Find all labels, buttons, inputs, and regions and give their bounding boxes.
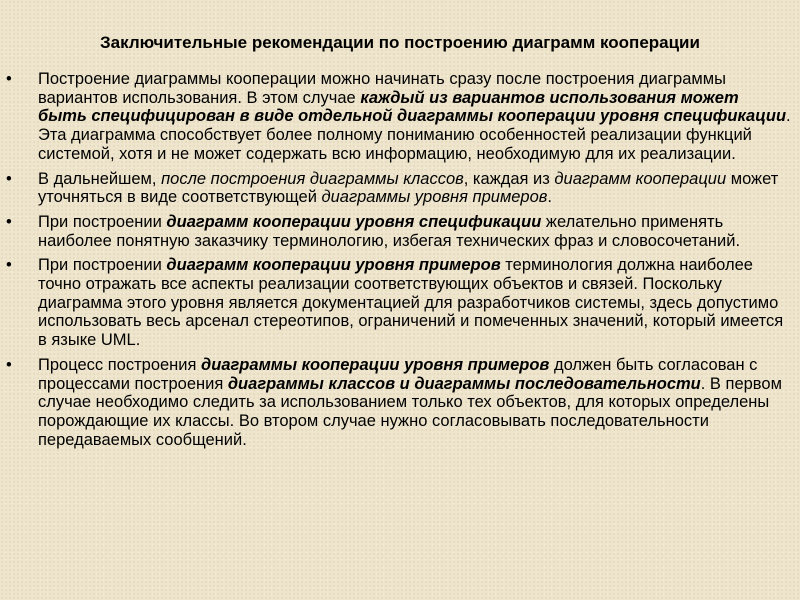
text-segment: . Эта диаграмма способствует более полному пониманию особенностей реализации функций системой, хотя и не может содержать всю информацию, необходимую для их реализации. (38, 107, 791, 163)
bullet-text (38, 356, 782, 449)
text-segment: При построении (38, 212, 167, 231)
bold-italic-segment: диаграмм кооперации уровня спецификации (166, 212, 542, 231)
bullet-marker: • (6, 70, 12, 88)
bold-italic-segment: диаграммы классов и диаграммы последовательности (227, 374, 701, 393)
bullet-item (6, 170, 791, 207)
bullet-text (38, 170, 778, 207)
text-segment: Построение диаграммы кооперации можно начинать сразу после построения диаграммы вариантов использования. В этом случае (38, 70, 726, 107)
bullet-item (6, 70, 791, 164)
bold-italic-segment: диаграмм кооперации уровня примеров (166, 256, 501, 275)
text-segment: Процесс построения (38, 355, 202, 374)
text-segment: терминология должна наиболее точно отражать все аспекты реализации соответствующих объектов и связей. Поскольку диаграмма этого уровня является документацией для разработчиков системы, здесь допустимо использовать весь арсенал стереотипов, ограничений и помеченных значений, который имеется в языке UML. (38, 256, 784, 350)
bold-italic-segment: каждый из вариантов использования может быть специфицирован в виде отдельной диаграммы кооперации уровня спецификации (38, 88, 787, 126)
text-segment: желательно применять наиболее понятную заказчику терминологию, избегая технических фраз и словосочетаний. (38, 212, 741, 250)
text-segment: . (547, 188, 552, 207)
bullet-item (6, 256, 791, 350)
text-segment: При построении (38, 256, 167, 275)
bullet-marker: • (6, 355, 12, 374)
bullet-marker: • (6, 256, 12, 275)
italic-segment: после построения диаграммы классов (161, 169, 464, 188)
slide-title: Заключительные рекомендации по построению диаграмм кооперации (100, 33, 700, 52)
bullet-text (38, 70, 791, 163)
bullet-item (6, 356, 791, 450)
bullet-marker: • (6, 169, 12, 188)
bullet-item (6, 213, 791, 250)
bullet-text (38, 213, 740, 250)
bullet-marker: • (6, 212, 12, 231)
text-segment: может уточняться в виде соответствующей (38, 169, 779, 207)
text-segment: В дальнейшем, (38, 169, 162, 188)
text-segment: . В первом случае необходимо следить за использованием только тех объектов, для которых определены порождающие их классы. Во втором случае нужно согласовывать последовательности передаваемых сообщений. (38, 374, 782, 449)
text-segment: , каждая из (463, 169, 555, 188)
text-segment: должен быть согласован с процессами построения (38, 355, 758, 393)
bold-italic-segment: диаграммы кооперации уровня примеров (201, 355, 550, 374)
italic-segment: диаграммы уровня примеров (321, 188, 548, 207)
bullet-text (38, 256, 783, 349)
bullet-list (6, 70, 791, 455)
italic-segment: диаграмм кооперации (554, 169, 727, 188)
